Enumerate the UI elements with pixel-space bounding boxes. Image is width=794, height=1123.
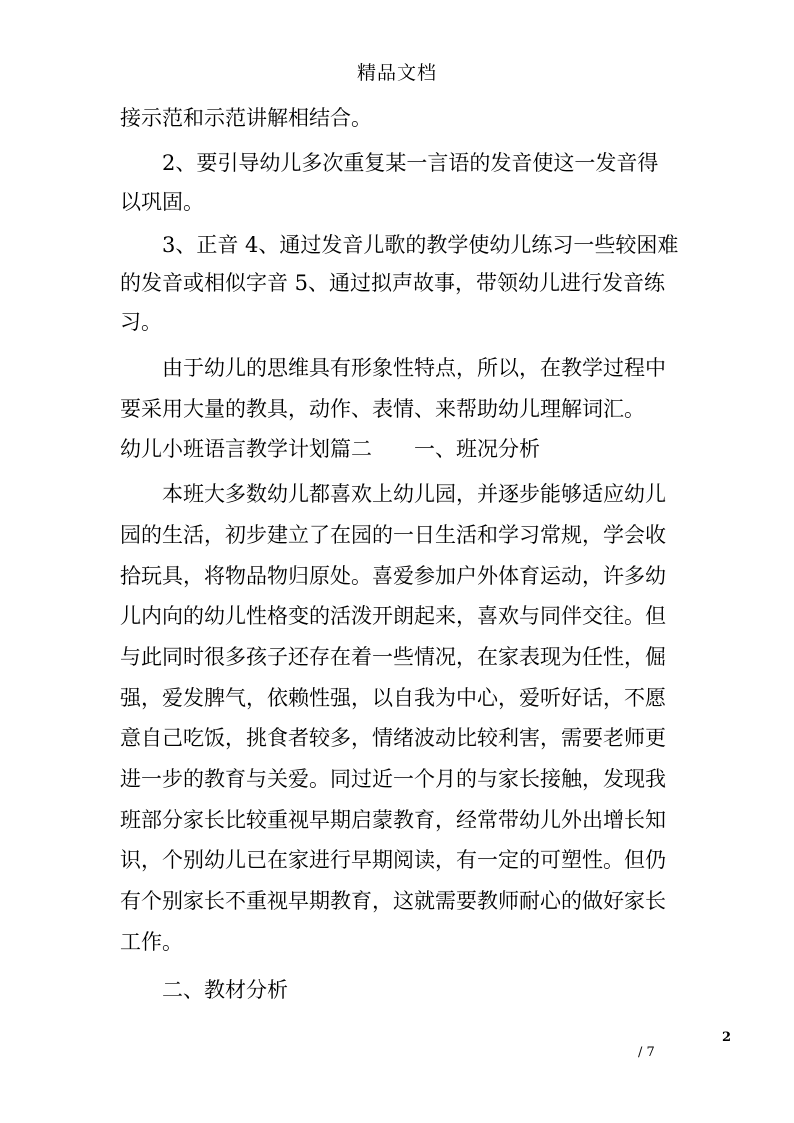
text-line: 园的生活，初步建立了在园的一日生活和学习常规，学会收 xyxy=(120,523,666,547)
text-line: 意自己吃饭，挑食者较多，情绪波动比较利害，需要老师更 xyxy=(120,726,666,750)
text-line: 儿内向的幼儿性格变的活泼开朗起来，喜欢与同伴交往。但 xyxy=(120,604,666,628)
text-line: 识，个别幼儿已在家进行早期阅读，有一定的可塑性。但仍 xyxy=(120,848,666,872)
text-line: 强，爱发脾气，依赖性强，以自我为中心，爱听好话，不愿 xyxy=(120,686,666,710)
text-line: 接示范和示范讲解相结合。 xyxy=(120,106,372,130)
section-heading: 幼儿小班语言教学计划篇二 一、班况分析 xyxy=(120,437,540,461)
text-line: 以巩固。 xyxy=(120,190,204,214)
text-line: 与此同时很多孩子还存在着一些情况，在家表现为任性，倔 xyxy=(120,645,666,669)
text-line: 由于幼儿的思维具有形象性特点，所以，在教学过程中 xyxy=(162,356,666,380)
page-number: 2 xyxy=(722,1030,732,1045)
text-line: 的发音或相似字音 5、通过拟声故事，带领幼儿进行发音练 xyxy=(120,271,666,295)
text-line: 本班大多数幼儿都喜欢上幼儿园，并逐步能够适应幼儿 xyxy=(162,482,666,506)
document-header-title: 精品文档 xyxy=(356,62,437,84)
text-line: 工作。 xyxy=(120,930,183,954)
text-line: 3、正音 4、通过发音儿歌的教学使幼儿练习一些较困难 xyxy=(162,233,679,257)
page-total: / 7 xyxy=(638,1045,655,1060)
text-line: 进一步的教育与关爱。同过近一个月的与家长接触，发现我 xyxy=(120,767,666,791)
text-line: 要采用大量的教具，动作、表情、来帮助幼儿理解词汇。 xyxy=(120,397,645,421)
text-line: 习。 xyxy=(120,310,162,334)
text-line: 2、要引导幼儿多次重复某一言语的发音使这一发音得 xyxy=(162,151,659,175)
text-line: 班部分家长比较重视早期启蒙教育，经常带幼儿外出增长知 xyxy=(120,808,666,832)
text-line: 拾玩具，将物品物归原处。喜爱参加户外体育运动，许多幼 xyxy=(120,564,666,588)
section-heading: 二、教材分析 xyxy=(162,978,288,1002)
text-line: 有个别家长不重视早期教育，这就需要教师耐心的做好家长 xyxy=(120,889,666,913)
